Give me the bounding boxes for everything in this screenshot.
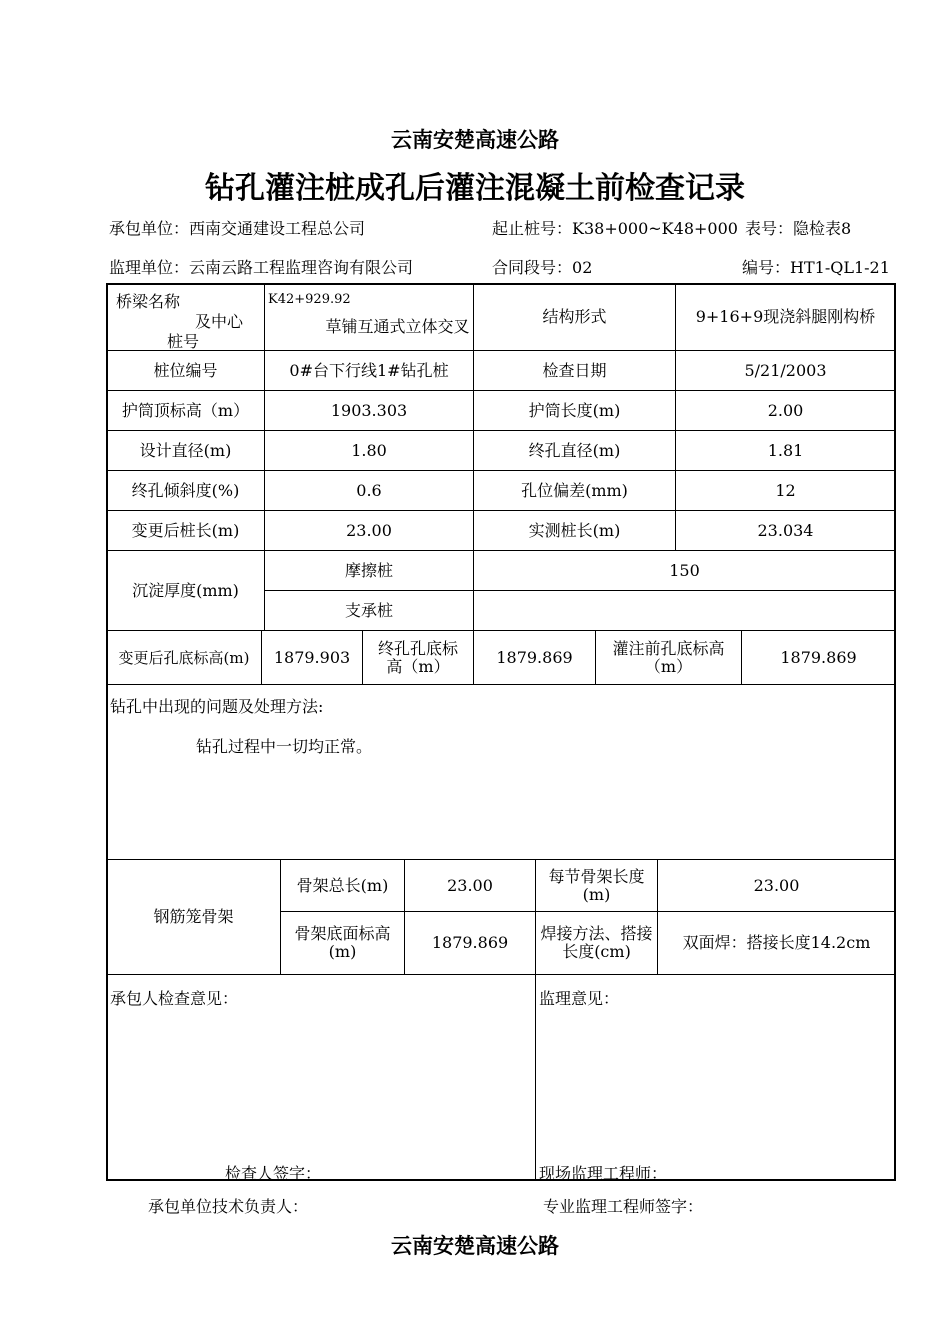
supervisor-line xyxy=(109,255,413,278)
supervisor-label: 监理单位： xyxy=(109,258,190,277)
structure-value: 9+16+9现浇斜腿刚构桥 xyxy=(695,307,876,326)
cage-total-label: 骨架总长(m) xyxy=(296,875,389,895)
section-length-label: 每节骨架长度(m) xyxy=(548,866,645,904)
inclination-value: 0.6 xyxy=(356,480,382,500)
pro-engineer-label: 专业监理工程师签字： xyxy=(543,1197,704,1216)
friction-pile-label: 摩擦桩 xyxy=(344,560,393,580)
measured-length-value: 23.034 xyxy=(757,520,814,540)
pile-no-label: 桩位编号 xyxy=(153,360,218,380)
pre-pour-bottom-value: 1879.869 xyxy=(780,647,857,667)
final-bottom-value: 1879.869 xyxy=(496,647,573,667)
weld-label: 焊接方法、搭接长度(cm) xyxy=(540,924,653,961)
problems-text: 钻孔过程中一切均正常。 xyxy=(196,737,373,756)
casing-length-label: 护筒长度(m) xyxy=(528,400,621,420)
station-value: K38+000~K48+000 xyxy=(572,219,738,238)
cage-total-value: 23.00 xyxy=(447,875,493,895)
contract-value: 02 xyxy=(572,258,593,277)
casing-top-value: 1903.303 xyxy=(330,400,408,420)
section-length-value: 23.00 xyxy=(753,875,800,895)
cage-bottom-label: 骨架底面标高(m) xyxy=(294,924,391,961)
bridge-name-label-1: 桥梁名称 xyxy=(116,292,181,311)
contract-label: 合同段号： xyxy=(492,258,573,277)
page-title: 钻孔灌注桩成孔后灌注混凝土前检查记录 xyxy=(205,171,745,206)
contractor-line xyxy=(109,216,365,239)
design-diameter-label: 设计直径(m) xyxy=(139,440,232,460)
check-date-label: 检查日期 xyxy=(542,360,607,380)
bearing-pile-label: 支承桩 xyxy=(344,600,393,620)
changed-bottom-value: 1879.903 xyxy=(273,647,351,667)
final-diameter-value: 1.81 xyxy=(767,440,804,460)
final-bottom-label: 终孔孔底标高（m） xyxy=(377,638,458,676)
code-label: 编号： xyxy=(742,258,791,277)
measured-length-label: 实测桩长(m) xyxy=(528,520,621,540)
site-engineer-label: 现场监理工程师： xyxy=(539,1164,668,1183)
changed-bottom-label: 变更后孔底标高(m) xyxy=(118,648,250,667)
weld-value: 双面焊：搭接长度14.2cm xyxy=(682,933,871,952)
form-no-line xyxy=(745,216,851,239)
tech-lead-label: 承包单位技术负责人： xyxy=(148,1197,309,1216)
casing-top-label: 护筒顶标高（m） xyxy=(121,400,250,420)
code-value: HT1-QL1-21 xyxy=(790,258,890,277)
bridge-station: K42+929.92 xyxy=(268,292,351,307)
station-label: 起止桩号： xyxy=(492,219,573,238)
friction-pile-value: 150 xyxy=(669,560,700,580)
bridge-name: 草铺互通式立体交叉 xyxy=(325,317,470,336)
station-line xyxy=(492,216,738,239)
row-divider xyxy=(106,974,896,975)
pile-no-value: 0#台下行线1#钻孔桩 xyxy=(289,360,449,380)
bearing-pile-value xyxy=(474,591,895,630)
changed-length-value: 23.00 xyxy=(346,520,392,540)
inclination-label: 终孔倾斜度(%) xyxy=(131,480,240,500)
contractor-opinion-label: 承包人检查意见： xyxy=(110,989,239,1008)
cage-bottom-value: 1879.869 xyxy=(431,933,509,952)
casing-length-value: 2.00 xyxy=(767,400,804,420)
offset-label: 孔位偏差(mm) xyxy=(521,480,628,500)
organization-title: 云南安楚高速公路 xyxy=(391,128,559,152)
problems-label: 钻孔中出现的问题及处理方法: xyxy=(110,697,324,716)
design-diameter-value: 1.80 xyxy=(351,440,387,460)
contractor-label: 承包单位： xyxy=(109,219,190,238)
code-line xyxy=(742,255,890,278)
pre-pour-bottom-label: 灌注前孔底标高（m） xyxy=(612,638,725,676)
check-date-value: 5/21/2003 xyxy=(744,360,827,380)
supervisor-opinion-label: 监理意见： xyxy=(539,989,620,1008)
contract-line xyxy=(492,255,592,278)
form-no-label: 表号： xyxy=(745,219,794,238)
offset-value: 12 xyxy=(775,480,796,500)
changed-length-label: 变更后桩长(m) xyxy=(131,520,240,540)
cage-label: 钢筋笼骨架 xyxy=(153,907,234,926)
bridge-name-label-3: 桩号 xyxy=(167,332,200,351)
organization-title-repeat: 云南安楚高速公路 xyxy=(391,1234,559,1258)
form-no-value: 隐检表8 xyxy=(793,219,852,238)
row-divider xyxy=(106,684,896,685)
structure-label: 结构形式 xyxy=(542,307,607,326)
final-diameter-label: 终孔直径(m) xyxy=(528,440,621,460)
bridge-name-label-2: 及中心 xyxy=(195,312,244,331)
inspector-sign-label: 检查人签字： xyxy=(225,1164,322,1183)
supervisor-value: 云南云路工程监理咨询有限公司 xyxy=(189,258,414,277)
sediment-label: 沉淀厚度(mm) xyxy=(132,580,239,600)
contractor-value: 西南交通建设工程总公司 xyxy=(189,219,366,238)
